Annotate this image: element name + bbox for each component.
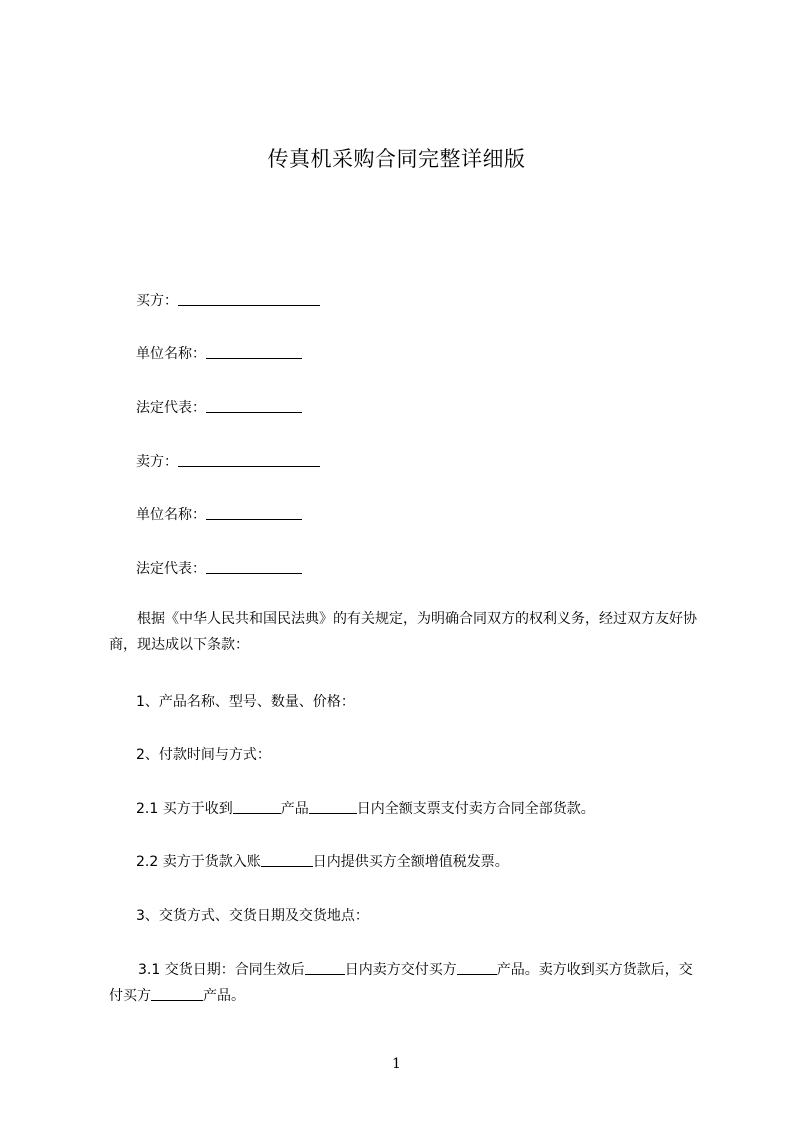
page-title: 传真机采购合同完整详细版 <box>267 147 526 171</box>
clause-2-1-blank-2 <box>309 798 357 814</box>
clause-3-1-blank-1 <box>305 959 345 975</box>
clause-2: 2、付款时间与方式： <box>136 747 271 763</box>
clause-2-2-blank <box>261 851 313 867</box>
clause-3-1-part2: 日内卖方交付买方 <box>344 962 457 978</box>
buyer-blank <box>178 290 320 306</box>
clause-2-2-part1: 2.2 卖方于货款入账 <box>136 854 261 870</box>
clause-2-1 <box>136 798 595 820</box>
buyer-label: 买方： <box>136 293 178 309</box>
seller-rep-line <box>136 558 302 580</box>
buyer-unit-label: 单位名称： <box>136 346 206 362</box>
seller-unit-line <box>136 504 302 526</box>
clause-2-1-part2: 产品 <box>280 801 309 817</box>
seller-rep-blank <box>206 558 302 574</box>
seller-blank <box>178 451 320 467</box>
clause-3-1-part1: 3.1 交货日期：合同生效后 <box>138 962 305 978</box>
clause-2-1-part1: 2.1 买方于收到 <box>136 801 233 817</box>
buyer-unit-blank <box>206 343 302 359</box>
buyer-line <box>136 290 320 312</box>
clause-3-1-blank-3 <box>151 985 203 1001</box>
seller-line <box>136 451 320 473</box>
intro-paragraph: 根据《中华人民共和国民法典》的有关规定，为明确合同双方的权利义务，经过双方友好协商，现达成以下条款： <box>109 611 697 653</box>
page-number: 1 <box>392 1056 401 1072</box>
clause-3-1-blank-2 <box>457 959 497 975</box>
clause-2-2-part2: 日内提供买方全额增值税发票。 <box>312 854 509 870</box>
buyer-rep-label: 法定代表： <box>136 400 206 416</box>
clause-2-2 <box>136 851 509 873</box>
clause-2-1-part3: 日内全额支票支付卖方合同全部货款。 <box>356 801 595 817</box>
clause-3: 3、交货方式、交货日期及交货地点： <box>136 908 369 924</box>
seller-rep-label: 法定代表： <box>136 561 206 577</box>
clause-3-1 <box>109 957 701 1009</box>
buyer-rep-blank <box>206 397 302 413</box>
seller-unit-label: 单位名称： <box>136 507 206 523</box>
buyer-unit-line <box>136 343 302 365</box>
buyer-rep-line <box>136 397 302 419</box>
seller-unit-blank <box>206 504 302 520</box>
clause-3-1-part3: 产品。卖方收到买方货款后，交付买方 <box>109 962 693 1004</box>
clause-3-1-part4: 产品。 <box>203 988 245 1004</box>
seller-label: 卖方： <box>136 454 178 470</box>
clause-2-1-blank-1 <box>233 798 281 814</box>
clause-1: 1、产品名称、型号、数量、价格： <box>136 694 355 710</box>
